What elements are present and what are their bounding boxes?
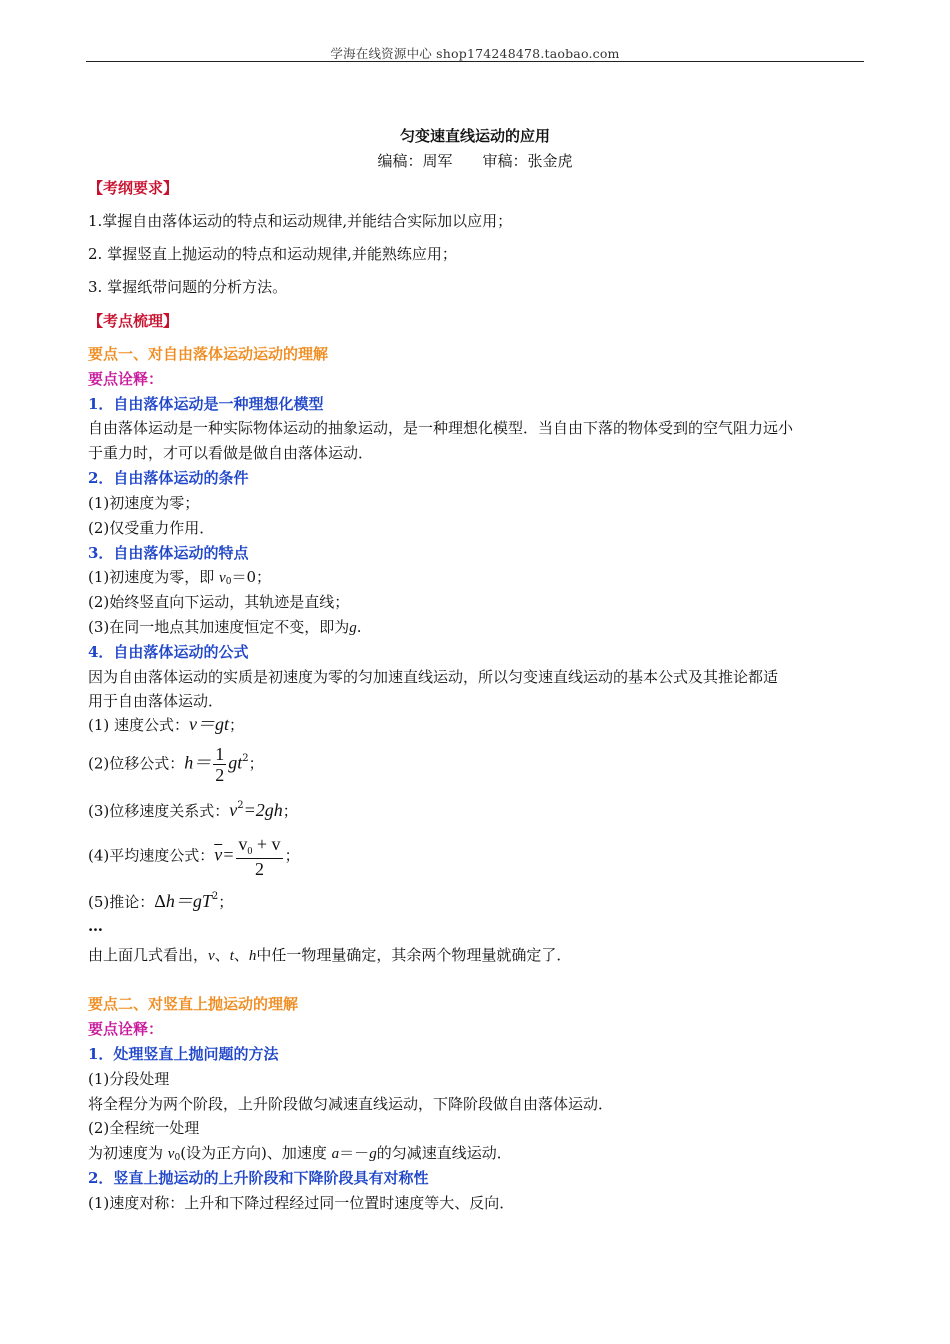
point1-s1-line1: 自由落体运动是一种实际物体运动的抽象运动，是一种理想化模型．当自由下落的物体受到的空气阻力远小 (88, 419, 794, 437)
point1-s2-item1: (1)初速度为零； (88, 494, 200, 512)
header-divider (86, 61, 864, 62)
point2-s1-item1: (1)分段处理 (88, 1070, 170, 1088)
formula-average-velocity: (4)平均速度公式：$\overline{v}=$ $\frac{v_0 + v}{2}$ ； (88, 834, 300, 879)
outline-item-1: 1.掌握自由落体运动的特点和运动规律,并能结合实际加以应用； (88, 212, 513, 230)
point1-s3-item2: (2)始终竖直向下运动，其轨迹是直线； (88, 593, 350, 611)
outline-heading: 【考纲要求】 (88, 179, 179, 197)
formula-corollary: (5)推论：$\Delta h=gT^2$； (88, 891, 234, 911)
point1-heading: 要点一、对自由落体运动运动的理解 (88, 345, 329, 363)
page-header: 学海在线资源中心 shop174248478.taobao.com (330, 46, 620, 61)
point2-heading: 要点二、对竖直上抛运动的理解 (88, 995, 299, 1013)
point2-s1-item2: (2)全程统一处理 (88, 1119, 200, 1137)
review-heading: 【考点梳理】 (88, 312, 179, 330)
point1-s3-title: 3．自由落体运动的特点 (88, 544, 249, 562)
point1-s4-title: 4．自由落体运动的公式 (88, 643, 249, 661)
point1-conclusion: 由上面几式看出，v、t、h中任一物理量确定，其余两个物理量就确定了． (88, 946, 572, 964)
document-title: 匀变速直线运动的应用 (399, 127, 550, 145)
authors-line: 编稿：周军 审稿：张金虎 (377, 152, 573, 170)
point2-s1-title: 1．处理竖直上抛问题的方法 (88, 1045, 279, 1063)
point1-s1-line2: 于重力时，才可以看做是做自由落体运动． (88, 444, 374, 462)
formula-velocity-displacement: (3)位移速度关系式：$v^2=2gh$； (88, 800, 298, 820)
point1-s3-item1: (1)初速度为零，即 v0＝0； (88, 568, 271, 587)
point2-s2-title: 2．竖直上抛运动的上升阶段和下降阶段具有对称性 (88, 1169, 429, 1187)
point2-s1-item2-text: 为初速度为 v0(设为正方向)、加速度 a＝－g的匀减速直线运动． (88, 1144, 512, 1163)
point1-note: 要点诠释： (88, 370, 164, 388)
ellipsis: … (88, 917, 103, 935)
formula-displacement: (2)位移公式：h＝ $\frac{1}{2}$ $gt^2$； (88, 744, 264, 785)
point2-s1-item1-text: 将全程分为两个阶段，上升阶段做匀减速直线运动，下降阶段做自由落体运动． (88, 1095, 614, 1113)
point1-s4-line1: 因为自由落体运动的实质是初速度为零的匀加速直线运动，所以匀变速直线运动的基本公式及其推论都适 (88, 668, 779, 686)
formula-velocity: (1) 速度公式：v＝gt； (88, 714, 245, 734)
point2-note: 要点诠释： (88, 1020, 164, 1038)
point1-s2-item2: (2)仅受重力作用． (88, 519, 215, 537)
point2-s2-item1: (1)速度对称：上升和下降过程经过同一位置时速度等大、反向． (88, 1194, 515, 1212)
point1-s3-item3: (3)在同一地点其加速度恒定不变，即为g. (88, 618, 362, 636)
point1-s2-title: 2．自由落体运动的条件 (88, 469, 249, 487)
outline-item-2: 2. 掌握竖直上抛运动的特点和运动规律,并能熟练应用； (88, 245, 457, 263)
point1-s1-title: 1．自由落体运动是一种理想化模型 (88, 395, 324, 413)
outline-item-3: 3. 掌握纸带问题的分析方法。 (88, 278, 288, 296)
fraction-one-half: $\frac{1}{2}$ (215, 744, 225, 785)
fraction-average: $\frac{v_0 + v}{2}$ (238, 834, 281, 879)
point1-s4-line2: 用于自由落体运动． (88, 692, 224, 710)
